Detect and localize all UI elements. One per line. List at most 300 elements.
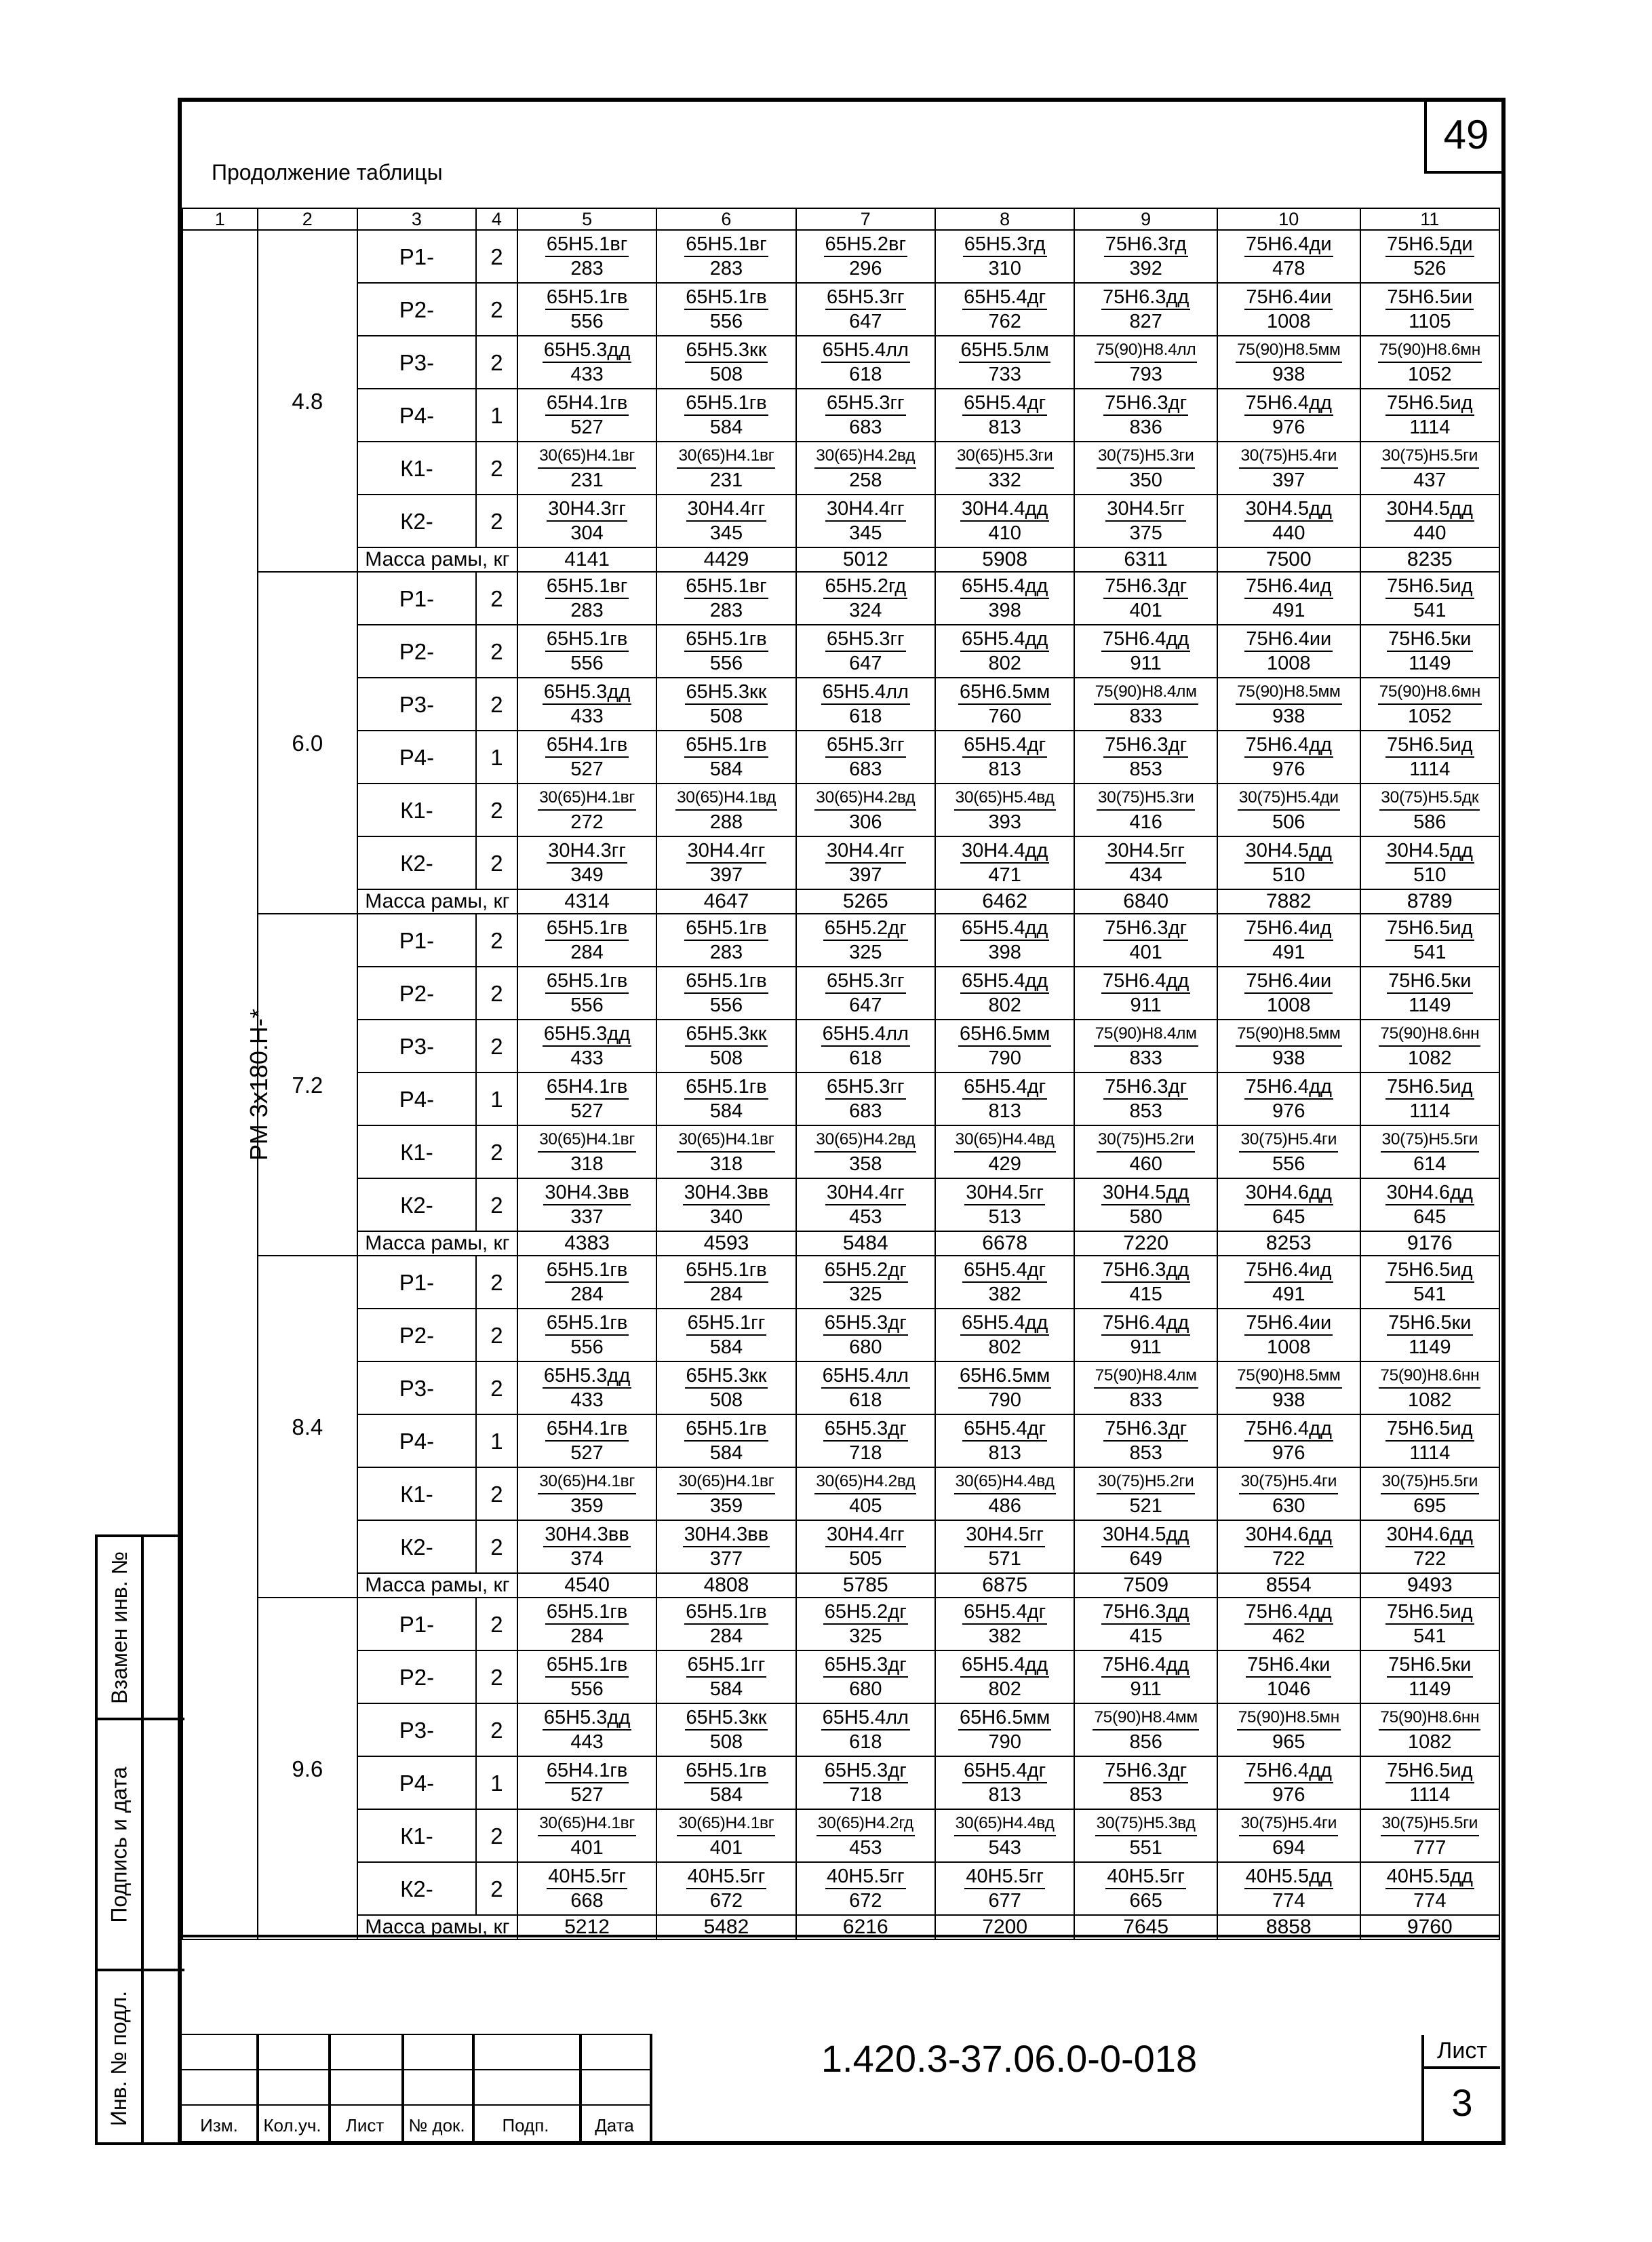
section-pair: [1361, 1653, 1499, 1701]
section-cell: [1360, 1361, 1499, 1414]
section-pair: [1075, 1311, 1217, 1359]
section-mass: 508: [709, 1389, 743, 1411]
section-pair: [657, 839, 795, 887]
section-cell: [796, 784, 935, 836]
section-mass: 1052: [1408, 706, 1452, 727]
section-mark: 65Н5.1гв: [684, 1258, 768, 1283]
section-mass: 398: [988, 942, 1021, 963]
section-pair: [936, 1258, 1074, 1306]
section-cell: [935, 1178, 1074, 1231]
section-pair: [1218, 1022, 1360, 1070]
section-cell: [1217, 1072, 1360, 1125]
mass-value: 5908: [935, 547, 1074, 572]
member-cell: Р2-: [357, 625, 476, 678]
section-cell: [1217, 1862, 1360, 1915]
section-cell: [1074, 1756, 1217, 1809]
section-mark: 75Н6.3гд: [1104, 233, 1188, 257]
section-cell: [517, 731, 656, 784]
column-header: 2: [258, 208, 357, 230]
section-cell: [1074, 1361, 1217, 1414]
column-header: 9: [1074, 208, 1217, 230]
section-cell: [656, 836, 795, 889]
section-pair: [1361, 1470, 1499, 1518]
section-pair: [657, 1181, 795, 1229]
section-mass: 462: [1272, 1625, 1305, 1647]
section-cell: [656, 1650, 795, 1703]
section-mass: 584: [709, 1784, 743, 1806]
mass-value: 4593: [656, 1231, 795, 1256]
section-cell: [935, 572, 1074, 625]
section-mark: 75Н6.5ки: [1387, 1311, 1472, 1336]
section-pair: [1075, 233, 1217, 280]
table-row: [182, 731, 1499, 784]
section-mark: 75(90)Н8.4лм: [1094, 1022, 1198, 1047]
section-mass: 1082: [1408, 1731, 1452, 1753]
section-mark: 30Н4.5гг: [964, 1181, 1045, 1205]
section-cell: [1217, 784, 1360, 836]
section-mass: 453: [849, 1206, 882, 1228]
member-cell: Р1-: [357, 914, 476, 967]
section-pair: [797, 916, 935, 964]
section-mark: 65Н5.4дг: [962, 286, 1047, 310]
section-mark: 65Н5.4лл: [821, 1364, 910, 1389]
section-mass: 976: [1272, 758, 1305, 780]
section-mark: 40Н5.5гг: [547, 1865, 627, 1889]
section-cell: [1360, 1598, 1499, 1650]
section-cell: [1217, 1414, 1360, 1467]
section-pair: [936, 339, 1074, 386]
section-pair: [1361, 1075, 1499, 1123]
sheet-number: 3: [1451, 2081, 1473, 2124]
section-mass: 645: [1272, 1206, 1305, 1228]
section-cell: [517, 1756, 656, 1809]
section-cell: [1074, 572, 1217, 625]
section-cell: [517, 678, 656, 731]
section-mark: 75Н6.3дг: [1103, 1075, 1188, 1100]
section-pair: [657, 444, 795, 492]
section-mass: 1114: [1409, 1784, 1451, 1806]
section-mark: 30(75)Н5.4ди: [1238, 786, 1340, 811]
table-row: [182, 283, 1499, 336]
section-mark: 40Н5.5гг: [686, 1865, 767, 1889]
section-mark: 75Н6.5ид: [1385, 1258, 1474, 1283]
section-mass: 325: [849, 1283, 882, 1305]
section-pair: [518, 1075, 656, 1123]
section-pair: [797, 497, 935, 545]
section-mass: 683: [849, 1100, 882, 1122]
section-pair: [1218, 391, 1360, 439]
section-cell: [517, 1178, 656, 1231]
section-mark: 75(90)Н8.6нн: [1379, 1364, 1480, 1389]
section-mark: 75(90)Н8.5мм: [1236, 1364, 1342, 1389]
qty-cell: 2: [476, 1862, 517, 1915]
section-cell: [1217, 495, 1360, 547]
section-pair: [518, 391, 656, 439]
section-mark: 30(75)Н5.2ги: [1097, 1470, 1196, 1494]
qty-cell: 2: [476, 1703, 517, 1756]
section-cell: [796, 1309, 935, 1361]
section-cell: [1217, 1361, 1360, 1414]
member-cell: К1-: [357, 1467, 476, 1520]
section-mass: 284: [570, 1625, 604, 1647]
section-cell: [656, 1703, 795, 1756]
section-mark: 75Н6.4дд: [1101, 1653, 1190, 1678]
section-pair: [518, 969, 656, 1017]
section-mark: 65Н5.2гд: [823, 575, 907, 599]
section-mass: 337: [570, 1206, 604, 1228]
section-cell: [1074, 1598, 1217, 1650]
section-mark: 65Н5.1гв: [545, 1600, 629, 1625]
section-cell: [935, 1309, 1074, 1361]
mass-value: 4383: [517, 1231, 656, 1256]
section-mass: 434: [1129, 864, 1162, 886]
section-mark: 65Н5.1гв: [545, 1653, 629, 1678]
section-pair: [797, 786, 935, 834]
section-mass: 760: [988, 706, 1021, 727]
section-cell: [1074, 1020, 1217, 1072]
column-header: 8: [935, 208, 1074, 230]
section-mark: 30(65)Н4.4вд: [954, 1470, 1056, 1494]
section-mass: 938: [1272, 364, 1305, 385]
section-pair: [797, 391, 935, 439]
section-pair: [518, 1181, 656, 1229]
section-cell: [935, 625, 1074, 678]
section-cell: [935, 336, 1074, 389]
section-mass: 318: [709, 1153, 743, 1175]
section-pair: [657, 969, 795, 1017]
table-row: [182, 1361, 1499, 1414]
section-cell: [517, 625, 656, 678]
section-cell: [1217, 625, 1360, 678]
section-mark: 65Н4.1гв: [545, 1075, 629, 1100]
section-pair: [1075, 444, 1217, 492]
section-pair: [1218, 680, 1360, 728]
section-cell: [1360, 495, 1499, 547]
mass-value: 4540: [517, 1573, 656, 1598]
section-mass: 401: [1129, 942, 1162, 963]
section-pair: [1075, 1600, 1217, 1648]
section-mark: 75Н6.4ии: [1244, 627, 1333, 652]
section-mass: 283: [709, 600, 743, 621]
section-mark: 65Н4.1гв: [545, 391, 629, 416]
table-row: [182, 230, 1499, 283]
qty-cell: 2: [476, 1467, 517, 1520]
section-mark: 30Н4.5дд: [1244, 839, 1333, 864]
qty-cell: 2: [476, 495, 517, 547]
section-pair: [1361, 1311, 1499, 1359]
section-cell: [1360, 1072, 1499, 1125]
section-pair: [657, 1128, 795, 1176]
section-mass: 774: [1272, 1890, 1305, 1912]
section-cell: [796, 1020, 935, 1072]
section-mass: 718: [849, 1442, 882, 1464]
section-mass: 283: [709, 942, 743, 963]
section-mark: 30Н4.3гг: [547, 839, 627, 864]
member-cell: Р2-: [357, 967, 476, 1020]
section-mark: 30Н4.3вв: [683, 1523, 770, 1547]
section-mass: 510: [1272, 864, 1305, 886]
section-pair: [1075, 1865, 1217, 1912]
section-mass: 790: [988, 1389, 1021, 1411]
section-mass: 680: [849, 1678, 882, 1700]
section-mark: 65Н5.3кк: [685, 1364, 768, 1389]
section-mark: 65Н5.3дд: [543, 339, 631, 363]
section-mass: 856: [1129, 1731, 1162, 1753]
section-mass: 802: [988, 1678, 1021, 1700]
mass-label: Масса рамы, кг: [357, 1573, 517, 1598]
section-pair: [518, 575, 656, 622]
section-pair: [657, 733, 795, 781]
section-mark: 65Н5.3дд: [543, 1706, 631, 1731]
section-mark: 75Н6.3дг: [1103, 575, 1188, 599]
section-pair: [1361, 286, 1499, 333]
section-mass: 556: [709, 653, 743, 674]
member-cell: Р4-: [357, 1414, 476, 1467]
section-mark: 30(65)Н4.1вг: [677, 1812, 775, 1836]
section-mass: 258: [849, 469, 882, 491]
section-pair: [797, 1865, 935, 1912]
section-mark: 75Н6.5ид: [1385, 916, 1474, 941]
section-pair: [518, 1022, 656, 1070]
section-mark: 65Н5.3гг: [825, 1075, 906, 1100]
section-mass: 310: [988, 258, 1021, 279]
section-pair: [1218, 1653, 1360, 1701]
qty-cell: 2: [476, 1256, 517, 1309]
section-mass: 618: [849, 1047, 882, 1069]
section-cell: [1360, 1809, 1499, 1862]
section-pair: [797, 627, 935, 675]
section-mass: 556: [1272, 1153, 1305, 1175]
section-cell: [1074, 1072, 1217, 1125]
section-mark: 65Н5.3дг: [823, 1311, 908, 1336]
member-cell: Р4-: [357, 731, 476, 784]
section-mass: 382: [988, 1625, 1021, 1647]
section-mass: 853: [1129, 1442, 1162, 1464]
section-mass: 541: [1413, 1625, 1447, 1647]
section-pair: [936, 1311, 1074, 1359]
section-pair: [1075, 339, 1217, 386]
section-mark: 30(65)Н5.3ги: [956, 444, 1055, 469]
section-pair: [936, 916, 1074, 964]
table-row: [182, 336, 1499, 389]
section-mass: 677: [988, 1890, 1021, 1912]
table-row: [182, 678, 1499, 731]
section-mass: 398: [988, 600, 1021, 621]
section-cell: [796, 1756, 935, 1809]
table-row: [182, 389, 1499, 442]
mass-value: 6462: [935, 889, 1074, 914]
section-mass: 722: [1272, 1548, 1305, 1570]
section-mark: 30Н4.3гг: [547, 497, 627, 522]
section-mark: 65Н5.3кк: [685, 1706, 768, 1731]
section-cell: [517, 230, 656, 283]
section-cell: [517, 1650, 656, 1703]
section-mass: 556: [570, 1336, 604, 1358]
section-mass: 976: [1272, 1442, 1305, 1464]
section-cell: [935, 230, 1074, 283]
table-row: [182, 1862, 1499, 1915]
section-pair: [657, 1759, 795, 1806]
section-pair: [1075, 1523, 1217, 1570]
section-mark: 65Н5.1гв: [545, 1258, 629, 1283]
section-mark: 65Н5.4лл: [821, 1022, 910, 1047]
section-mass: 231: [709, 469, 743, 491]
section-mass: 551: [1129, 1837, 1162, 1859]
revision-grid: [182, 2034, 650, 2142]
section-pair: [797, 1364, 935, 1412]
mass-value: 5785: [796, 1573, 935, 1598]
section-pair: [797, 575, 935, 622]
section-mark: 30Н4.3вв: [683, 1181, 770, 1205]
page-number-corner: 49: [1424, 98, 1506, 174]
section-cell: [1074, 1520, 1217, 1573]
section-mass: 283: [570, 258, 604, 279]
section-pair: [936, 391, 1074, 439]
section-cell: [1217, 572, 1360, 625]
section-pair: [1361, 1417, 1499, 1465]
section-mark: 30(75)Н5.3вд: [1095, 1812, 1197, 1836]
section-mass: 541: [1413, 1283, 1447, 1305]
side-stamp: [95, 1534, 182, 2145]
member-cell: Р4-: [357, 1756, 476, 1809]
sheet-box: [1421, 2035, 1500, 2144]
section-mark: 30(75)Н5.3ги: [1097, 786, 1196, 811]
section-cell: [1074, 283, 1217, 336]
section-mass: 359: [570, 1495, 604, 1517]
section-cell: [1074, 1467, 1217, 1520]
section-mass: 527: [570, 1784, 604, 1806]
mass-value: 4808: [656, 1573, 795, 1598]
mass-value: 6840: [1074, 889, 1217, 914]
qty-cell: 2: [476, 230, 517, 283]
section-mark: 65Н5.3гг: [825, 969, 906, 994]
section-mark: 65Н5.1гв: [545, 916, 629, 941]
title-block: [182, 1935, 1500, 2138]
section-mass: 304: [570, 522, 604, 544]
mass-value: 7200: [935, 1915, 1074, 1939]
section-pair: [518, 1653, 656, 1701]
section-pair: [657, 1364, 795, 1412]
mass-value: 5484: [796, 1231, 935, 1256]
section-cell: [1217, 389, 1360, 442]
section-mass: 618: [849, 364, 882, 385]
section-pair: [1218, 1759, 1360, 1806]
section-cell: [796, 389, 935, 442]
section-mark: 30Н4.3вв: [543, 1181, 630, 1205]
qty-cell: 2: [476, 1125, 517, 1178]
section-mass: 284: [570, 1283, 604, 1305]
section-mark: 65Н5.4дг: [962, 1600, 1047, 1625]
qty-cell: 2: [476, 572, 517, 625]
section-mass: 324: [849, 600, 882, 621]
section-cell: [796, 572, 935, 625]
section-pair: [797, 1181, 935, 1229]
section-mass: 541: [1413, 600, 1447, 621]
section-mass: 647: [849, 653, 882, 674]
section-mass: 1082: [1408, 1047, 1452, 1069]
section-cell: [656, 1520, 795, 1573]
section-mark: 65Н5.2дг: [823, 1600, 908, 1625]
qty-cell: 1: [476, 731, 517, 784]
section-mass: 440: [1272, 522, 1305, 544]
member-cell: К1-: [357, 784, 476, 836]
section-pair: [1075, 839, 1217, 887]
section-mass: 976: [1272, 1100, 1305, 1122]
section-mark: 75Н6.4дд: [1244, 1600, 1333, 1625]
section-mark: 30(65)Н4.2вд: [814, 1470, 916, 1494]
section-cell: [1074, 836, 1217, 889]
mass-row: [182, 889, 1499, 914]
section-cell: [656, 1598, 795, 1650]
qty-cell: 2: [476, 1020, 517, 1072]
section-mass: 694: [1272, 1837, 1305, 1859]
section-mass: 1052: [1408, 364, 1452, 385]
mass-value: 8235: [1360, 547, 1499, 572]
section-mark: 65Н5.3кк: [685, 680, 768, 705]
section-pair: [797, 1523, 935, 1570]
section-pair: [657, 1075, 795, 1123]
mass-value: 8554: [1217, 1573, 1360, 1598]
section-cell: [1360, 1756, 1499, 1809]
qty-cell: 2: [476, 914, 517, 967]
mass-value: 6678: [935, 1231, 1074, 1256]
section-pair: [1361, 391, 1499, 439]
section-pair: [518, 444, 656, 492]
table-row: [182, 1598, 1499, 1650]
section-mass: 397: [709, 864, 743, 886]
section-mass: 833: [1129, 1389, 1162, 1411]
section-mass: 306: [849, 811, 882, 833]
section-mark: 65Н5.1вг: [684, 233, 768, 257]
section-mass: 813: [988, 1442, 1021, 1464]
section-mass: 853: [1129, 1784, 1162, 1806]
mass-label: Масса рамы, кг: [357, 547, 517, 572]
section-mass: 527: [570, 1442, 604, 1464]
section-mark: 75Н6.5ки: [1387, 969, 1472, 994]
section-mark: 65Н5.3гг: [825, 286, 906, 310]
section-pair: [1361, 1865, 1499, 1912]
section-mass: 556: [570, 1678, 604, 1700]
section-cell: [1217, 1650, 1360, 1703]
section-cell: [796, 1467, 935, 1520]
section-mass: 672: [709, 1890, 743, 1912]
column-header: 7: [796, 208, 935, 230]
section-mass: 802: [988, 1336, 1021, 1358]
section-pair: [936, 1075, 1074, 1123]
section-pair: [1218, 1812, 1360, 1859]
section-mass: 618: [849, 706, 882, 727]
section-mark: 75Н6.5ид: [1385, 1075, 1474, 1100]
column-header: 1: [182, 208, 258, 230]
section-mark: 65Н5.1гв: [684, 916, 768, 941]
section-cell: [517, 1256, 656, 1309]
table-row: [182, 836, 1499, 889]
section-mass: 521: [1129, 1495, 1162, 1517]
section-cell: [1360, 625, 1499, 678]
section-pair: [797, 1653, 935, 1701]
table-row: [182, 1756, 1499, 1809]
section-cell: [1074, 731, 1217, 784]
section-pair: [936, 1759, 1074, 1806]
section-pair: [936, 233, 1074, 280]
section-cell: [1217, 1520, 1360, 1573]
replaced-inv-cell: Взамен инв. №: [98, 1537, 141, 1720]
section-pair: [1075, 1706, 1217, 1754]
section-mass: 647: [849, 994, 882, 1016]
section-pair: [936, 286, 1074, 333]
member-cell: К2-: [357, 836, 476, 889]
section-cell: [656, 1361, 795, 1414]
